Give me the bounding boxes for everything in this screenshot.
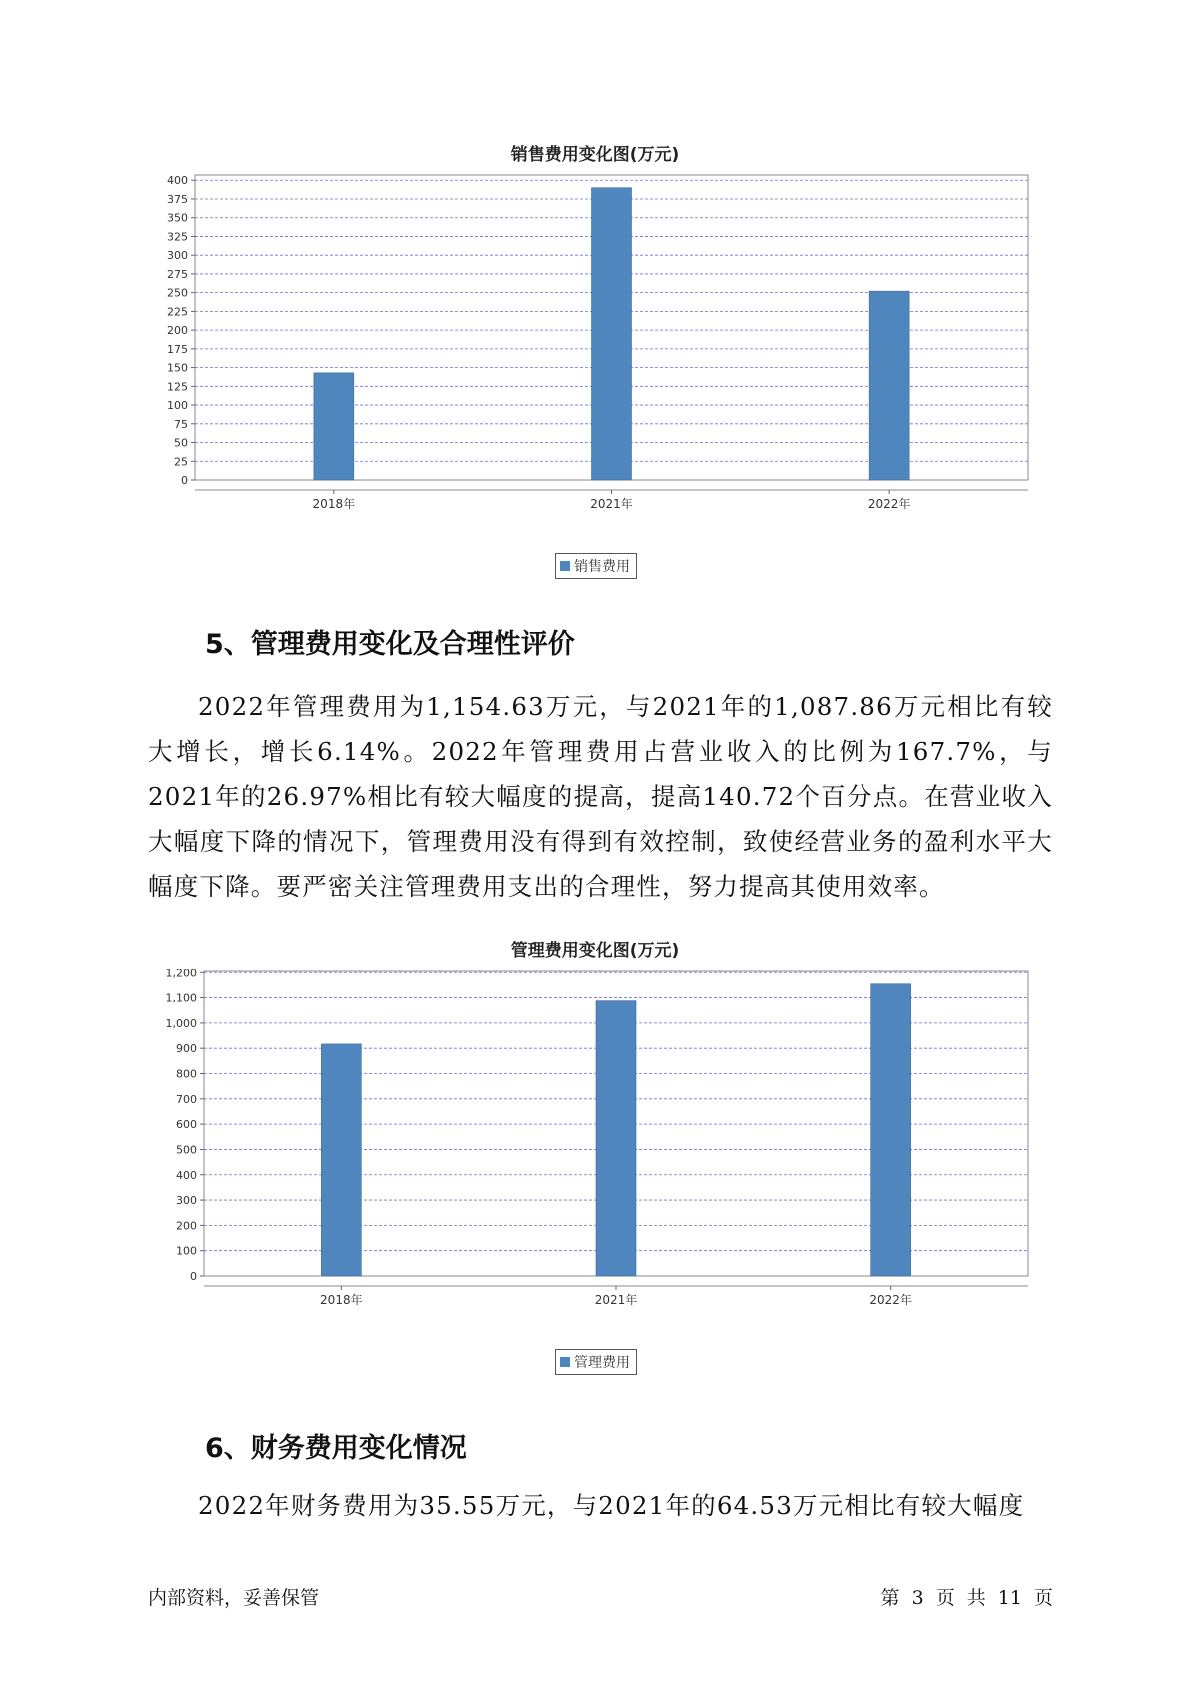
y-tick-label: 125 (167, 380, 188, 394)
bar (592, 188, 632, 480)
legend-swatch (560, 561, 570, 571)
x-tick-label: 2021年 (590, 497, 633, 511)
y-tick-label: 25 (174, 455, 188, 469)
y-tick-label: 150 (167, 361, 188, 375)
y-tick-label: 0 (190, 1270, 197, 1283)
paragraph (148, 1483, 1053, 1528)
y-tick-label: 350 (167, 211, 188, 225)
y-tick-label: 600 (176, 1118, 197, 1132)
admin-expense-chart (150, 939, 1040, 1389)
y-tick-label: 500 (176, 1143, 197, 1157)
y-tick-label: 225 (167, 305, 188, 319)
legend-swatch (560, 1357, 570, 1367)
bar (314, 373, 354, 480)
y-tick-label: 325 (167, 230, 188, 244)
sales-expense-chart-svg (150, 173, 1040, 573)
x-tick-label: 2018年 (312, 497, 356, 511)
bar (596, 1001, 636, 1276)
paragraph (148, 684, 1053, 909)
legend-label: 管理费用 (574, 1355, 630, 1371)
y-tick-label: 400 (167, 174, 188, 188)
x-tick-label: 2022年 (869, 1293, 912, 1307)
admin-expense-chart-svg (150, 969, 1040, 1369)
y-tick-label: 100 (176, 1244, 197, 1258)
y-tick-label: 0 (181, 474, 188, 487)
chart-legend (555, 1349, 637, 1375)
y-tick-label: 1,100 (165, 991, 197, 1005)
y-tick-label: 75 (174, 417, 188, 431)
sales-expense-chart (150, 143, 1040, 593)
y-tick-label: 700 (176, 1092, 197, 1106)
x-tick-label: 2022年 (867, 497, 911, 511)
x-tick-label: 2018年 (320, 1293, 363, 1307)
y-tick-label: 900 (176, 1042, 197, 1056)
footer-confidential: 内部资料，妥善保管 (148, 1587, 320, 1609)
y-tick-label: 300 (167, 249, 188, 263)
bar (871, 984, 911, 1276)
paragraph-text: 2022年财务费用为35.55万元，与2021年的64.53万元相比有较大幅度 (198, 1491, 1025, 1520)
y-tick-label: 275 (167, 267, 188, 281)
y-tick-label: 50 (174, 436, 188, 450)
section-heading: 5、管理费用变化及合理性评价 (205, 629, 575, 660)
chart-title: 销售费用变化图(万元) (510, 145, 680, 165)
y-tick-label: 250 (167, 286, 188, 300)
y-tick-label: 200 (176, 1219, 197, 1233)
y-tick-label: 400 (176, 1168, 197, 1182)
y-tick-label: 1,000 (165, 1016, 197, 1030)
y-tick-label: 300 (176, 1194, 197, 1208)
bar (869, 291, 909, 480)
legend-label: 销售费用 (574, 559, 630, 575)
bar (321, 1044, 361, 1276)
footer-page-number: 第 3 页 共 11 页 (880, 1587, 1053, 1609)
chart-legend (555, 553, 637, 579)
y-tick-label: 375 (167, 192, 188, 206)
y-tick-label: 800 (176, 1067, 197, 1081)
y-tick-label: 200 (167, 324, 188, 338)
y-tick-label: 1,200 (165, 969, 197, 980)
section-heading: 6、财务费用变化情况 (205, 1433, 467, 1464)
y-tick-label: 100 (167, 399, 188, 413)
paragraph-text: 2022年管理费用为1,154.63万元，与2021年的1,087.86万元相比有较大增长，增长6.14%。2022年管理费用占营业收入的比例为167.7%，与2021年的26.97%相比有较大幅度的提高，提高140.72个百分点。在营业收入大幅度下降的情况下，管理费用没有得到有效控制，致使经营业务的盈利水平大幅度下降。要严密关注管理费用支出的合理性，努力提高其使用效率。 (148, 692, 1053, 901)
x-tick-label: 2021年 (594, 1293, 638, 1307)
chart-title: 管理费用变化图(万元) (510, 941, 680, 961)
y-tick-label: 175 (167, 342, 188, 356)
